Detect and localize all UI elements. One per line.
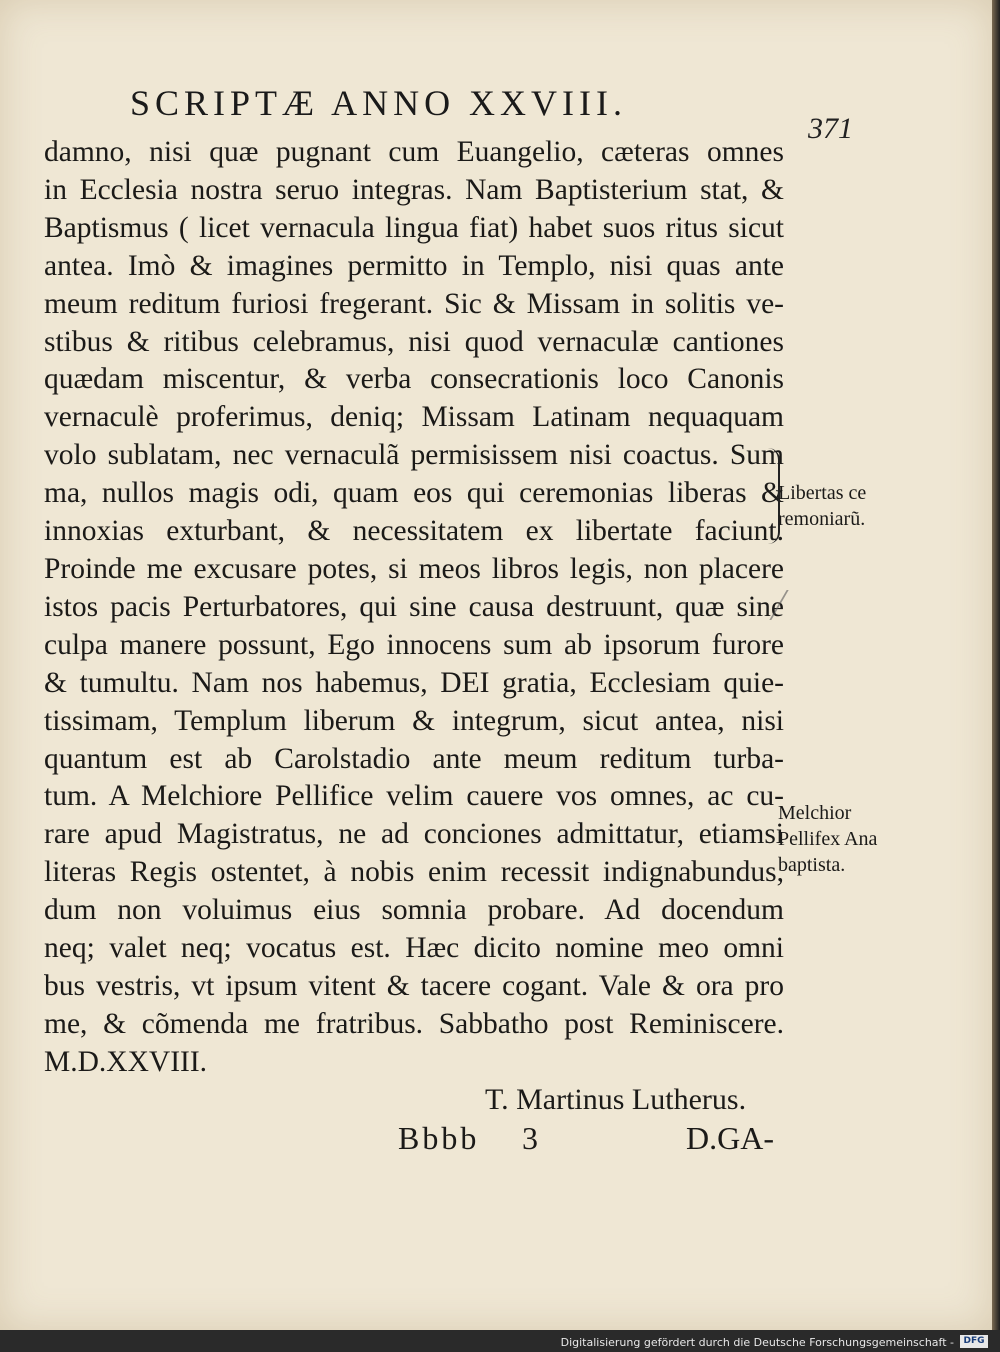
text-line: Baptismus ( licet vernacula lingua fiat) habet suos ritus sicut xyxy=(44,211,784,244)
marginal-note-libertas xyxy=(778,480,918,532)
text-line: me, & cõmenda me fratribus. Sabbatho post Reminiscere. xyxy=(44,1007,784,1040)
signature-number: 3 xyxy=(522,1120,538,1156)
text-line: vernaculè proferimus, deniq; Missam Latinam nequaquam xyxy=(44,401,784,434)
text-line: rare apud Magistratus, ne ad conciones admittatur, etiamsi xyxy=(44,818,784,851)
text-line: quantum est ab Carolstadio ante meum reditum turba- xyxy=(44,742,784,775)
text-line: & tumultu. Nam nos habemus, DEI gratia, Ecclesiam quie- xyxy=(44,666,784,699)
date-line: M.D.XXVIII. xyxy=(44,1045,208,1078)
text-line: quædam miscentur, & verba consecrationis loco Canonis xyxy=(44,363,784,396)
text-line: literas Regis ostentet, à nobis enim recessit indignabundus, xyxy=(44,856,784,889)
marginal-note-line: remoniarũ. xyxy=(778,508,866,530)
text-line: ma, nullos magis odi, quam eos qui ceremonias liberas & xyxy=(44,477,784,510)
text-line: tissimam, Templum liberum & integrum, sicut antea, nisi xyxy=(44,704,784,737)
author-signature: T. Martinus Lutherus. xyxy=(485,1083,747,1116)
marginal-note-line: Melchior xyxy=(778,802,852,824)
text-line: tum. A Melchiore Pellifice velim cauere vos omnes, ac cu- xyxy=(44,780,784,813)
credit-text: Digitalisierung gefördert durch die Deutsche Forschungsgemeinschaft - xyxy=(560,1336,954,1349)
marginal-note-line: baptista. xyxy=(778,854,846,876)
text-line: stibus & ritibus celebramus, nisi quod vernaculæ cantiones xyxy=(44,325,784,358)
signature-mark: Bbbb xyxy=(398,1120,480,1156)
marginal-note-line: Libertas ce xyxy=(778,482,867,504)
text-line: culpa manere possunt, Ego innocens sum ab ipsorum furore xyxy=(44,628,784,661)
text-line: in Ecclesia nostra seruo integras. Nam Baptisterium stat, & xyxy=(44,173,784,206)
page-number: 371 xyxy=(808,112,853,145)
text-line: damno, nisi quæ pugnant cum Euangelio, cæteras omnes xyxy=(44,136,784,168)
text-line: istos pacis Perturbatores, qui sine causa destruunt, quæ sine xyxy=(44,590,784,623)
text-line: neq; valet neq; vocatus est. Hæc dicito nomine meo omni xyxy=(44,932,784,965)
text-line: volo sublatam, nec vernaculã permisissem nisi coactus. Sum xyxy=(44,439,784,472)
dfg-logo: DFG xyxy=(960,1335,988,1348)
marginal-note-line: Pellifex Ana xyxy=(778,828,878,850)
marginal-note-melchior xyxy=(778,800,918,878)
text-line: dum non voluimus eius somnia probare. Ad docendum xyxy=(44,894,784,927)
text-line: meum reditum furiosi fregerant. Sic & Missam in solitis ve- xyxy=(44,287,784,320)
text-line: innoxias exturbant, & necessitatem ex libertate faciunt. xyxy=(44,515,784,548)
text-line: bus vestris, vt ipsum vitent & tacere cogant. Vale & ora pro xyxy=(44,969,784,1002)
body-text xyxy=(44,134,784,1082)
text-line: antea. Imò & imagines permitto in Templo, nisi quas ante xyxy=(44,249,784,282)
running-title: SCRIPTÆ ANNO XXVIII. xyxy=(130,83,628,123)
page-edge-shadow xyxy=(992,0,1000,1330)
catchword: D.GA- xyxy=(686,1120,774,1156)
text-line: Proinde me excusare potes, si meos libros legis, non placere xyxy=(44,552,784,585)
